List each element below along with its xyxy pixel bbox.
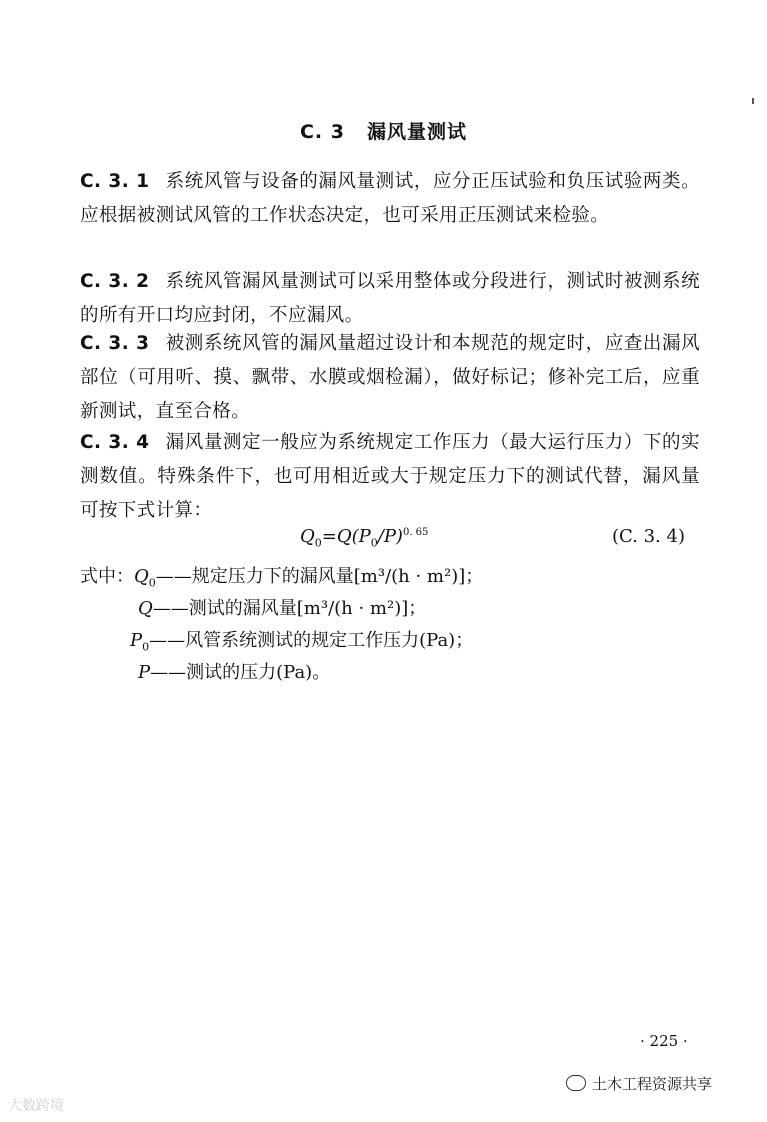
watermark-right: 土木工程资源共享 — [566, 1073, 712, 1094]
clause-number: C. 3. 2 — [80, 271, 150, 292]
watermark-left: 大数跨境 — [8, 1098, 64, 1114]
clause-c-3-4 — [80, 426, 700, 528]
formula-number: (C. 3. 4) — [612, 526, 685, 547]
section-heading — [0, 117, 767, 144]
clause-text: 系统风管与设备的漏风量测试，应分正压试验和负压试验两类。应根据被测试风管的工作状态决定，也可采用正压测试来检验。 — [80, 171, 701, 226]
wechat-icon — [566, 1075, 586, 1091]
clause-number: C. 3. 3 — [80, 333, 150, 354]
clause-c-3-1 — [80, 165, 700, 233]
clause-text: 系统风管漏风量测试可以采用整体或分段进行，测试时被测系统的所有开口均应封闭，不应漏风。 — [80, 271, 701, 326]
clause-text: 漏风量测定一般应为系统规定工作压力（最大运行压力）下的实测数值。特殊条件下，也可用相近或大于规定压力下的测试代替，漏风量可按下式计算： — [80, 432, 701, 521]
formula-expression: $Q_0=Q(P_0/P)^{0. 65}$ — [300, 526, 429, 550]
formula — [0, 526, 767, 554]
clause-number: C. 3. 4 — [80, 432, 150, 453]
where-item-1: 式中：$Q_0——$规定压力下的漏风量[m³/(h · m²)]； — [80, 566, 484, 590]
page-number: · 225 · — [640, 1032, 688, 1050]
where-item-2: Q——测试的漏风量[m³/(h · m²)]； — [138, 598, 427, 619]
where-item-3: $P_0——$风管系统测试的规定工作压力(Pa)； — [130, 630, 474, 654]
where-item-4: P——测试的压力(Pa)。 — [138, 662, 331, 683]
section-number: C. 3 — [299, 121, 345, 143]
section-title: 漏风量测试 — [366, 121, 467, 143]
clause-number: C. 3. 1 — [80, 171, 150, 192]
where-intro: 式中： — [80, 566, 134, 587]
clause-c-3-2 — [80, 265, 700, 333]
corner-mark — [752, 98, 754, 104]
clause-text: 被测系统风管的漏风量超过设计和本规范的规定时，应查出漏风部位（可用听、摸、飘带、水膜或烟检漏），做好标记；修补完工后，应重新测试，直至合格。 — [80, 333, 701, 422]
clause-c-3-3 — [80, 327, 700, 429]
